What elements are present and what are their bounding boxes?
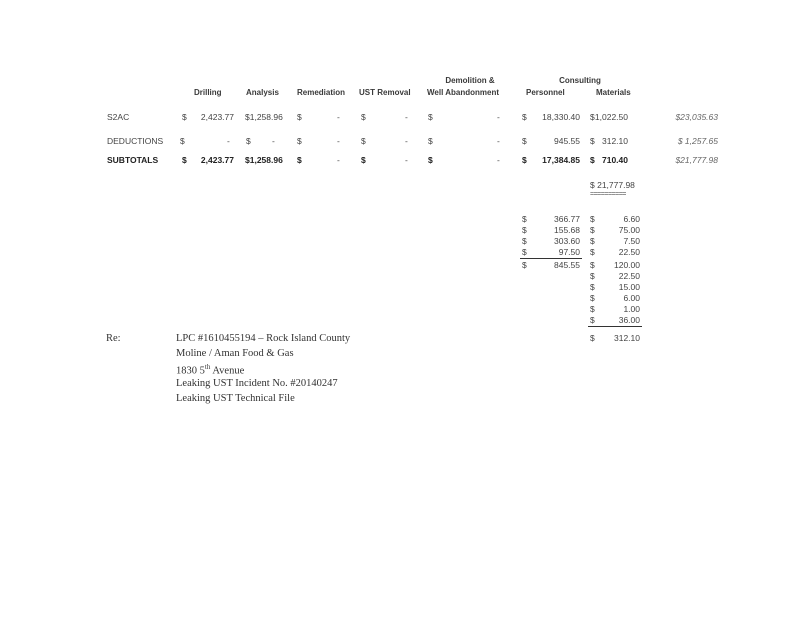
re-line: LPC #1610455194 – Rock Island County	[176, 333, 351, 344]
materials-value: 710.40	[602, 155, 628, 165]
list-item: 155.68	[554, 225, 580, 235]
dash: -	[497, 136, 500, 146]
list-item: 97.50	[558, 247, 580, 257]
currency-symbol: $	[182, 112, 187, 122]
row-total: $21,777.98	[675, 155, 718, 165]
header-demolition: Demolition &	[445, 76, 495, 85]
materials-value: 312.10	[602, 136, 628, 146]
address-number: 1830 5	[176, 365, 205, 377]
materials-value: 1,022.50	[594, 112, 628, 122]
personnel-value: 17,384.85	[542, 155, 580, 165]
list-item: 6.00	[623, 293, 640, 303]
analysis-value: -	[272, 136, 275, 146]
list-item: 15.00	[618, 282, 640, 292]
grand-total: $ 21,777.98	[590, 180, 635, 190]
currency-symbol: $	[361, 112, 366, 122]
dash: -	[337, 112, 340, 122]
currency-symbol: $	[428, 155, 433, 165]
currency-symbol: $	[590, 271, 595, 281]
currency-symbol: $	[522, 214, 527, 224]
drilling-value: 2,423.77	[200, 112, 234, 122]
currency-symbol: $	[590, 155, 595, 165]
currency-symbol: $	[590, 247, 595, 257]
re-line: Moline / Aman Food & Gas	[176, 348, 294, 359]
currency-symbol: $	[590, 293, 595, 303]
currency-symbol: $	[590, 112, 595, 122]
drilling-value: -	[227, 136, 230, 146]
list-item: 366.77	[554, 214, 580, 224]
list-item: 1.00	[623, 304, 640, 314]
currency-symbol: $	[522, 112, 527, 122]
currency-symbol: $	[590, 333, 595, 343]
list-item: 303.60	[554, 236, 580, 246]
currency-symbol: $	[246, 136, 251, 146]
currency-symbol: $	[590, 236, 595, 246]
currency-symbol: $	[361, 155, 366, 165]
ordinal-suffix: th	[204, 363, 211, 371]
header-consulting: Consulting	[559, 76, 601, 85]
row-label: S2AC	[107, 112, 130, 122]
currency-symbol: $	[590, 260, 595, 270]
currency-symbol: $	[522, 225, 527, 235]
re-line: Leaking UST Incident No. #20140247	[176, 378, 338, 389]
dash: -	[337, 136, 340, 146]
currency-symbol: $	[180, 136, 185, 146]
list-item: 36.00	[618, 315, 640, 325]
row-label: DEDUCTIONS	[107, 136, 164, 146]
list-item: 7.50	[623, 236, 640, 246]
address-street: Avenue	[210, 365, 245, 377]
re-line	[176, 363, 244, 377]
currency-symbol: $	[590, 282, 595, 292]
drilling-value: 2,423.77	[200, 155, 234, 165]
currency-symbol: $	[522, 260, 527, 270]
list-item: 120.00	[614, 260, 640, 270]
re-line: Leaking UST Technical File	[176, 393, 295, 404]
currency-symbol: $	[522, 136, 527, 146]
row-total: $ 1,257.65	[677, 136, 718, 146]
row-label: SUBTOTALS	[107, 155, 159, 165]
list-item: 22.50	[618, 247, 640, 257]
list-item: 6.60	[623, 214, 640, 224]
header-personnel: Personnel	[526, 88, 565, 97]
currency-symbol: $	[590, 304, 595, 314]
currency-symbol: $	[590, 214, 595, 224]
analysis-value: $1,258.96	[245, 155, 283, 165]
dash: -	[497, 112, 500, 122]
currency-symbol: $	[522, 236, 527, 246]
currency-symbol: $	[590, 225, 595, 235]
dash: -	[405, 155, 408, 165]
personnel-breakdown-total: 845.55	[554, 260, 580, 270]
header-analysis: Analysis	[246, 88, 279, 97]
header-well-abandonment: Well Abandonment	[427, 88, 499, 97]
list-item: 75.00	[618, 225, 640, 235]
currency-symbol: $	[590, 315, 595, 325]
dash: -	[337, 155, 340, 165]
currency-symbol: $	[522, 247, 527, 257]
dash: -	[405, 112, 408, 122]
currency-symbol: $	[522, 155, 527, 165]
currency-symbol: $	[361, 136, 366, 146]
analysis-value: $1,258.96	[245, 112, 283, 122]
currency-symbol: $	[590, 136, 595, 146]
dash: -	[405, 136, 408, 146]
currency-symbol: $	[297, 155, 302, 165]
materials-breakdown-total: 312.10	[614, 333, 640, 343]
currency-symbol: $	[297, 136, 302, 146]
list-item: 22.50	[618, 271, 640, 281]
dash: -	[497, 155, 500, 165]
currency-symbol: $	[182, 155, 187, 165]
currency-symbol: $	[428, 112, 433, 122]
header-ust-removal: UST Removal	[359, 88, 411, 97]
re-label: Re:	[106, 333, 121, 344]
header-materials: Materials	[596, 88, 631, 97]
currency-symbol: $	[297, 112, 302, 122]
currency-symbol: $	[428, 136, 433, 146]
personnel-value: 18,330.40	[542, 112, 580, 122]
personnel-value: 945.55	[554, 136, 580, 146]
double-rule: ==========	[590, 191, 626, 198]
row-total: $23,035.63	[675, 112, 718, 122]
header-remediation: Remediation	[297, 88, 346, 97]
header-drilling: Drilling	[194, 88, 222, 97]
